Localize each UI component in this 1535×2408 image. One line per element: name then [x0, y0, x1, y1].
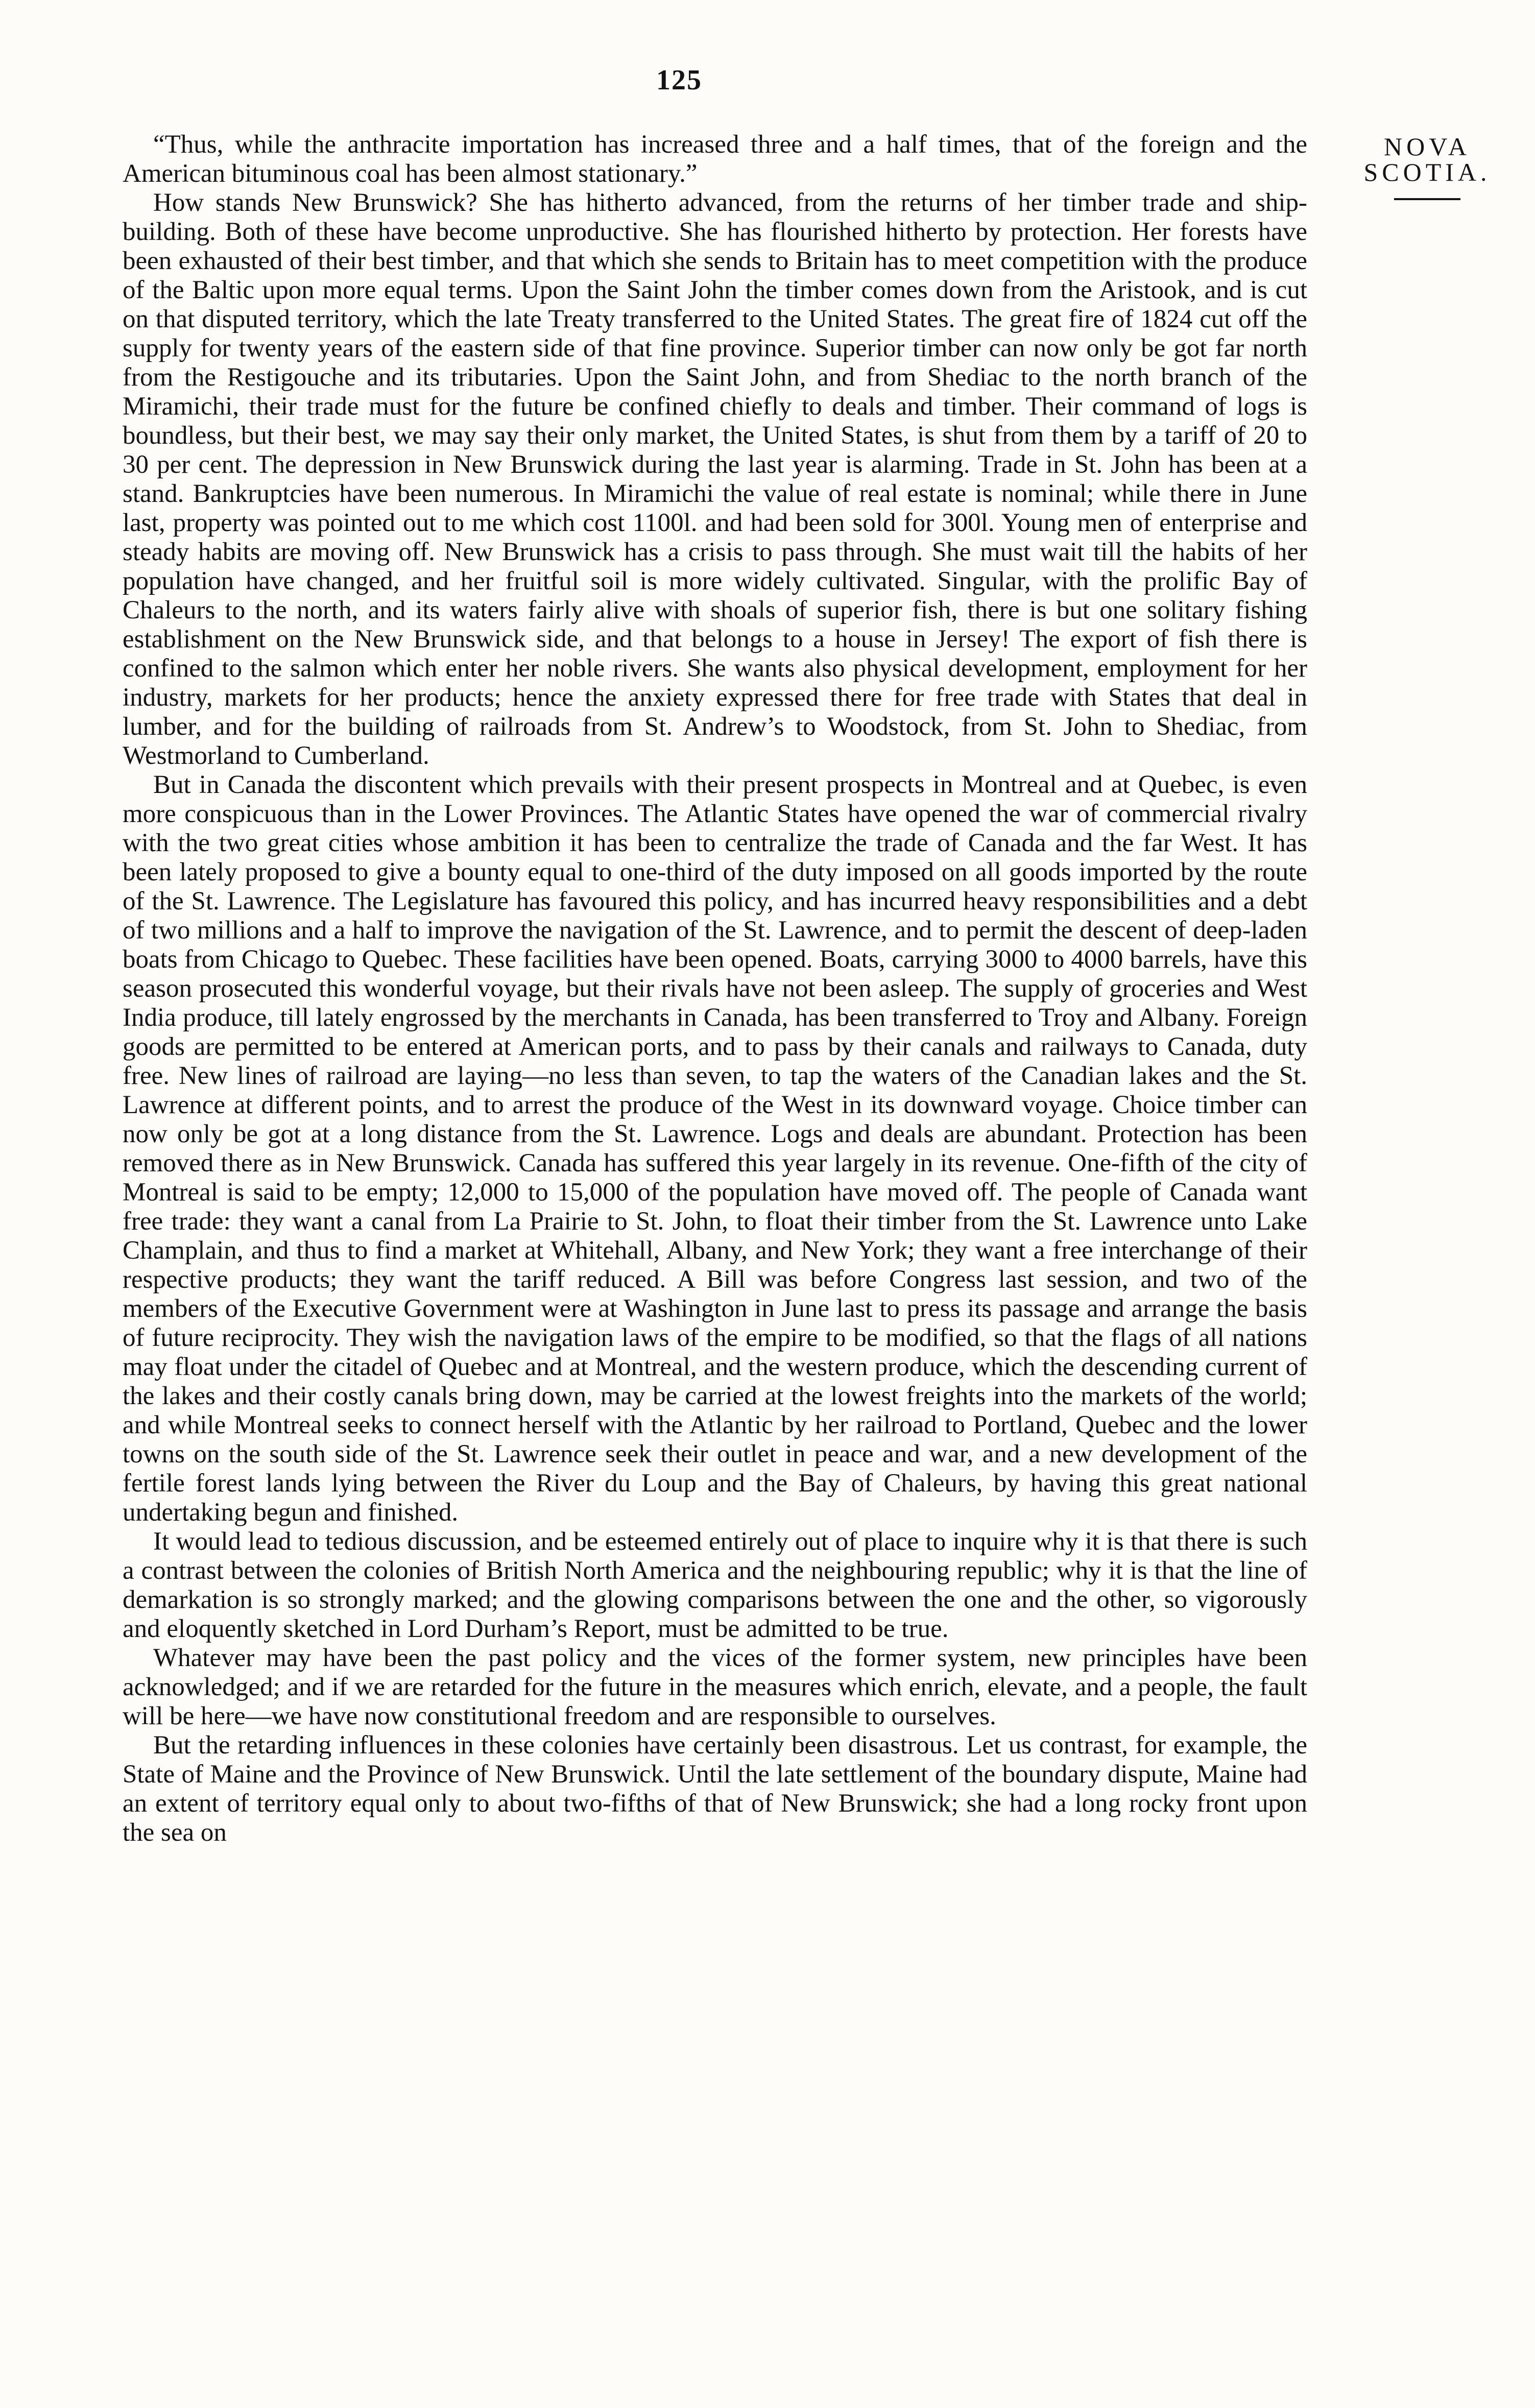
paragraph-retarding-influences: But the retarding influences in these colonies have certainly been disastrous. Let us contrast, for example, the State of Maine and the Province of New Brunswick. Until the late settlement of the boundary dispute, Maine had an extent of territory equal only to about two-fifths of that of New Brunswick; she had a long rocky front upon the sea on: [123, 1731, 1307, 1847]
body-text: [123, 130, 1307, 1847]
paragraph-new-brunswick: How stands New Brunswick? She has hitherto advanced, from the returns of her timber trade and ship-building. Both of these have become unproductive. She has flourished hitherto by protection. Her forests have been exhausted of their best timber, and that which she sends to Britain has to meet competition with the produce of the Baltic upon more equal terms. Upon the Saint John the timber comes down from the Aristook, and is cut on that disputed territory, which the late Treaty transferred to the United States. The great fire of 1824 cut off the supply for twenty years of the eastern side of that fine province. Superior timber can now only be got far north from the Restigouche and its tributaries. Upon the Saint John, and from Shediac to the north branch of the Miramichi, their trade must for the future be confined chiefly to deals and timber. Their command of logs is boundless, but their best, we may say their only market, the United States, is shut from them by a tariff of 20 to 30 per cent. The depression in New Brunswick during the last year is alarming. Trade in St. John has been at a stand. Bankruptcies have been numerous. In Miramichi the value of real estate is nominal; while there in June last, property was pointed out to me which cost 1100l. and had been sold for 300l. Young men of enterprise and steady habits are moving off. New Brunswick has a crisis to pass through. She must wait till the habits of her population have changed, and her fruitful soil is more widely cultivated. Singular, with the prolific Bay of Chaleurs to the north, and its waters fairly alive with shoals of superior fish, there is but one solitary fishing establishment on the New Brunswick side, and that belongs to a house in Jersey! The export of fish there is confined to the salmon which enter her noble rivers. She wants also physical development, employment for her industry, markets for her products; hence the anxiety expressed there for free trade with States that deal in lumber, and for the building of railroads from St. Andrew’s to Woodstock, from St. John to Shediac, from Westmorland to Cumberland.: [123, 188, 1307, 770]
paragraph-new-principles: Whatever may have been the past policy and the vices of the former system, new principles have been acknowledged; and if we are retarded for the future in the measures which enrich, elevate, and a people, the fault will be here—we have now constitutional freedom and are responsible to ourselves.: [123, 1644, 1307, 1730]
paragraph-quote: “Thus, while the anthracite importation has increased three and a half times, that of the foreign and the American bituminous coal has been almost stationary.”: [123, 130, 1307, 188]
paragraph-contrast: It would lead to tedious discussion, and be esteemed entirely out of place to inquire why it is that there is such a contrast between the colonies of British North America and the neighbouring republic; why it is that the line of demarkation is so strongly marked; and the glowing comparisons between the one and the other, so vigorously and eloquently sketched in Lord Durham’s Report, must be admitted to be true.: [123, 1527, 1307, 1643]
running-head-rule: [1394, 198, 1460, 200]
running-head-text: NOVA SCOTIA.: [1363, 132, 1491, 186]
page-number: 125: [656, 64, 702, 96]
running-head: [1338, 134, 1517, 200]
paragraph-canada: But in Canada the discontent which prevails with their present prospects in Montreal and at Quebec, is even more conspicuous than in the Lower Provinces. The Atlantic States have opened the war of commercial rivalry with the two great cities whose ambition it has been to centralize the trade of Canada and the far West. It has been lately proposed to give a bounty equal to one-third of the duty imposed on all goods imported by the route of the St. Lawrence. The Legislature has favoured this policy, and has incurred heavy responsibilities and a debt of two millions and a half to improve the navigation of the St. Lawrence, and to permit the descent of deep-laden boats from Chicago to Quebec. These facilities have been opened. Boats, carrying 3000 to 4000 barrels, have this season prosecuted this wonderful voyage, but their rivals have not been asleep. The supply of groceries and West India produce, till lately engrossed by the merchants in Canada, has been transferred to Troy and Albany. Foreign goods are permitted to be entered at American ports, and to pass by their canals and railways to Canada, duty free. New lines of railroad are laying—no less than seven, to tap the waters of the Canadian lakes and the St. Lawrence at different points, and to arrest the produce of the West in its downward voyage. Choice timber can now only be got at a long distance from the St. Lawrence. Logs and deals are abundant. Protection has been removed there as in New Brunswick. Canada has suffered this year largely in its revenue. One-fifth of the city of Montreal is said to be empty; 12,000 to 15,000 of the population have moved off. The people of Canada want free trade: they want a canal from La Prairie to St. John, to float their timber from the St. Lawrence unto Lake Champlain, and thus to find a market at Whitehall, Albany, and New York; they want a free interchange of their respective products; they want the tariff reduced. A Bill was before Congress last session, and two of the members of the Executive Government were at Washington in June last to press its passage and arrange the basis of future reciprocity. They wish the navigation laws of the empire to be modified, so that the flags of all nations may float under the citadel of Quebec and at Montreal, and the western produce, which the descending current of the lakes and their costly canals bring down, may be carried at the lowest freights into the markets of the world; and while Montreal seeks to connect herself with the Atlantic by her railroad to Portland, Quebec and the lower towns on the south side of the St. Lawrence seek their outlet in peace and war, and a new development of the fertile forest lands lying between the River du Loup and the Bay of Chaleurs, by having this great national undertaking begun and finished.: [123, 770, 1307, 1527]
